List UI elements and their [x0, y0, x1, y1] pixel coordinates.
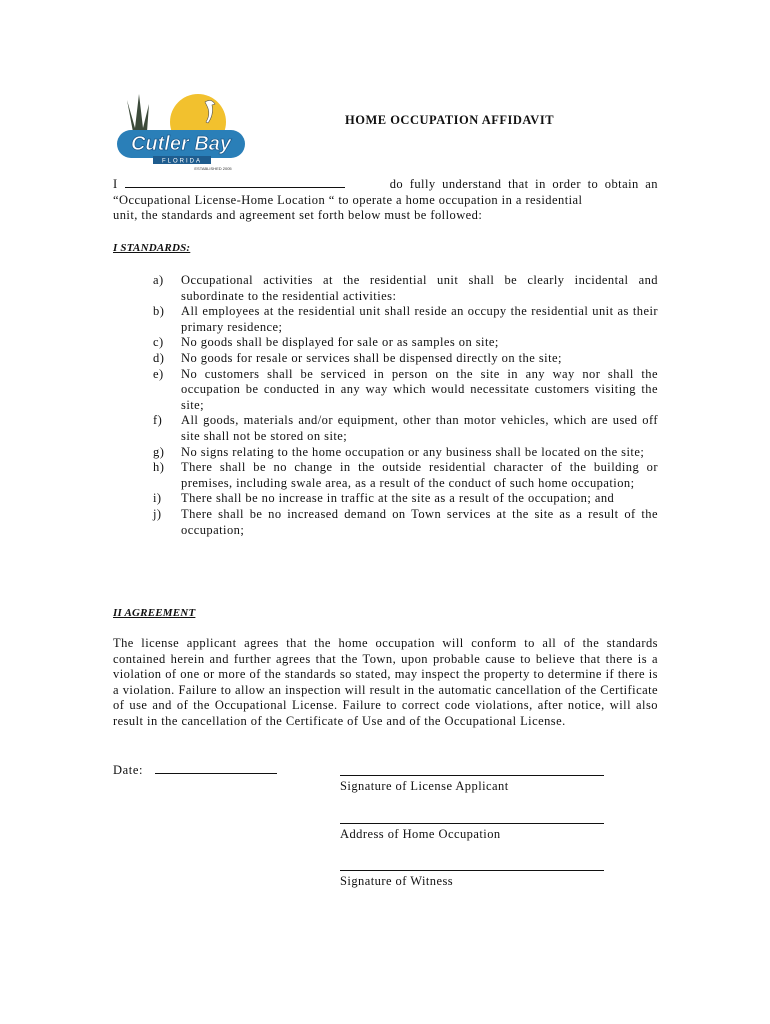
- witness-signature-label: Signature of Witness: [340, 874, 454, 888]
- intro-prefix: I: [113, 177, 118, 191]
- date-field: [113, 763, 277, 778]
- list-item: b) All employees at the residential unit shall reside an occupy the residential unit as their primary residence;: [153, 304, 658, 334]
- logo-established: ESTABLISHED 2005: [194, 166, 232, 171]
- address-label: Address of Home Occupation: [340, 827, 501, 841]
- intro-line2: “Occupational License-Home Location “ to operate a home occupation in a residential: [113, 192, 583, 207]
- date-label: Date:: [113, 763, 144, 777]
- list-item: d) No goods for resale or services shall be dispensed directly on the site;: [153, 350, 562, 365]
- agreement-heading: II AGREEMENT: [113, 607, 196, 619]
- logo-sub: FLORIDA: [161, 158, 203, 165]
- name-blank[interactable]: [125, 187, 345, 188]
- applicant-signature-line[interactable]: [340, 775, 604, 776]
- standards-heading: I STANDARDS:: [113, 242, 191, 254]
- intro-paragraph: [113, 177, 658, 224]
- list-item: j) There shall be no increased demand on Town services at the site as a result of the occupation;: [153, 506, 658, 537]
- cutler-bay-logo: [113, 92, 248, 172]
- list-item: h) There shall be no change in the outside residential character of the building or premises, including swale area, as a result of the conduct of such home occupation;: [153, 460, 658, 490]
- logo-grass: [127, 94, 149, 132]
- agreement-paragraph: The license applicant agrees that the home occupation will conform to all of the standards contained herein and further agrees that the Town, upon probable cause to believe that there is a violation of one or more of the standards so stated, may inspect the property to determine if there is a violation. Failure to allow an inspection will result in the automatic cancellation of the Certificate of use and of the Occupational License. Failure to correct code violations, after notice, will also result in the cancellation of the Certificate of Use and of the Occupational License.: [113, 636, 658, 728]
- list-item: i) There shall be no increase in traffic at the site as a result of the occupation; and: [153, 491, 615, 506]
- address-line[interactable]: [340, 823, 604, 824]
- witness-signature-line[interactable]: [340, 870, 604, 871]
- intro-line3: unit, the standards and agreement set forth below must be followed:: [113, 208, 483, 223]
- date-blank[interactable]: [155, 773, 277, 774]
- applicant-signature-label: Signature of License Applicant: [340, 779, 509, 793]
- page-title: HOME OCCUPATION AFFIDAVIT: [345, 113, 555, 127]
- list-item: a) Occupational activities at the residential unit shall be clearly incidental and subordinate to the residential activities:: [153, 273, 658, 303]
- logo-title: Cutler Bay: [130, 133, 232, 155]
- list-item: g) No signs relating to the home occupation or any business shall be located on the site;: [153, 444, 645, 459]
- list-item: f) All goods, materials and/or equipment, other than motor vehicles, which are used off site shall not be stored on site;: [153, 413, 658, 443]
- intro-line1: do fully understand that in order to obtain an: [389, 177, 658, 191]
- list-item: c) No goods shall be displayed for sale or as samples on site;: [153, 335, 499, 350]
- list-item: e) No customers shall be serviced in person on the site in any way nor shall the occupation be conducted in any way which would necessitate customers visiting the site;: [153, 366, 658, 412]
- standards-list: [113, 273, 658, 538]
